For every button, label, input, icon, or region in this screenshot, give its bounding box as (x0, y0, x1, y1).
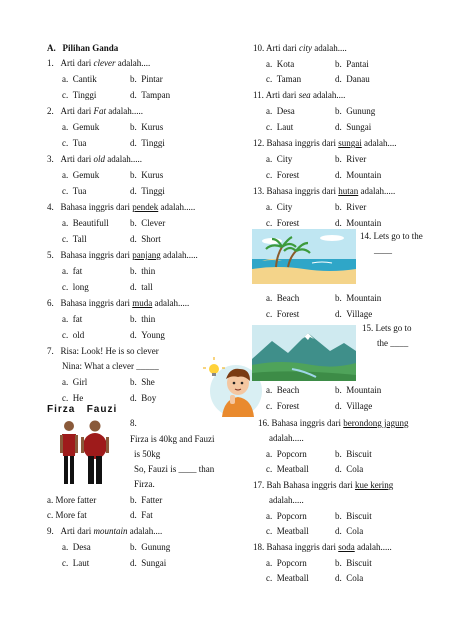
option-b[interactable]: b. Pantai (335, 59, 369, 69)
option-a[interactable]: a. Cantik (62, 74, 97, 84)
option-b[interactable]: b. Biscuit (335, 449, 372, 459)
section-a-heading (47, 43, 118, 54)
option-d[interactable]: d. Mountain (335, 218, 382, 228)
question-stem-line1: 15. Lets go to (362, 323, 412, 333)
question-stem: 4. Bahasa inggris dari pendek adalah..... (47, 202, 196, 212)
option-b[interactable]: b. Clever (130, 218, 166, 228)
question-stem: 16. Bahasa inggris dari berondong jagung (258, 418, 409, 428)
option-b[interactable]: b. River (335, 154, 367, 164)
option-a[interactable]: a. Girl (62, 377, 88, 387)
option-a[interactable]: a. Gemuk (62, 170, 100, 180)
option-d[interactable]: d. Village (335, 309, 373, 319)
question-stem-line2: the ____ (377, 338, 409, 348)
option-c[interactable]: c. Laut (62, 558, 90, 568)
option-c[interactable]: c. More fat (47, 510, 87, 520)
question-stem: 10. Arti dari city adalah.... (253, 43, 347, 53)
two-men-illustration (55, 418, 113, 488)
option-a[interactable]: a. Beautifull (62, 218, 109, 228)
option-a[interactable]: a. Popcorn (266, 558, 307, 568)
option-d[interactable]: d. Tampan (130, 90, 171, 100)
beach-illustration (252, 229, 356, 284)
option-c[interactable]: c. Tua (62, 186, 87, 196)
option-d[interactable]: d. Fat (130, 510, 153, 520)
option-d[interactable]: d. Village (335, 401, 373, 411)
thin-man (60, 421, 78, 484)
option-c[interactable]: c. Forest (266, 218, 300, 228)
option-a[interactable]: a. More fatter (47, 495, 97, 505)
mountain-illustration (252, 325, 356, 381)
question-stem: 5. Bahasa inggris dari panjang adalah..... (47, 250, 198, 260)
question-number: 8. (130, 418, 137, 428)
option-c[interactable]: c. He (62, 393, 84, 403)
option-c[interactable]: c. Meatball (266, 464, 309, 474)
option-b[interactable]: b. Pintar (130, 74, 163, 84)
option-b[interactable]: b. Biscuit (335, 558, 372, 568)
option-c[interactable]: c. Tua (62, 138, 87, 148)
option-a[interactable]: a. Beach (266, 385, 300, 395)
option-d[interactable]: d. Danau (335, 74, 370, 84)
question-stem: 18. Bahasa inggris dari soda adalah..... (253, 542, 392, 552)
question-stem: 9. Arti dari mountain adalah.... (47, 526, 163, 536)
option-c[interactable]: c. Laut (266, 122, 294, 132)
question-stem-line2: Nina: What a clever _____ (62, 361, 159, 371)
question-stem-line2: is 50kg (134, 449, 161, 459)
option-a[interactable]: a. City (266, 154, 293, 164)
option-a[interactable]: a. fat (62, 266, 83, 276)
option-c[interactable]: c. Forest (266, 401, 300, 411)
option-c[interactable]: c. Tall (62, 234, 87, 244)
option-c[interactable]: c. Forest (266, 170, 300, 180)
option-d[interactable]: d. Cola (335, 526, 364, 536)
section-letter: A. (47, 43, 56, 53)
question-stem: 7. Risa: Look! He is so clever (47, 346, 159, 356)
question-stem: 11. Arti dari sea adalah.... (253, 90, 346, 100)
question-stem-line3: So, Fauzi is ____ than (134, 464, 215, 474)
option-b[interactable]: b. Kurus (130, 122, 164, 132)
option-c[interactable]: c. Taman (266, 74, 302, 84)
option-d[interactable]: d. tall (130, 282, 153, 292)
option-c[interactable]: c. long (62, 282, 89, 292)
question-stem: 2. Arti dari Fat adalah..... (47, 106, 143, 116)
question-stem: 17. Bah Bahasa inggris dari kue kering (253, 480, 394, 490)
option-d[interactable]: d. Short (130, 234, 161, 244)
option-b[interactable]: b. Mountain (335, 385, 382, 395)
question-stem-line2: adalah..... (269, 433, 304, 443)
option-a[interactable]: a. Gemuk (62, 122, 100, 132)
option-c[interactable]: c. Forest (266, 309, 300, 319)
fat-man (81, 421, 109, 485)
option-d[interactable]: d. Tinggi (130, 138, 165, 148)
option-c[interactable]: c. old (62, 330, 85, 340)
question-stem-line1: Firza is 40kg and Fauzi (130, 434, 215, 444)
name-labels: Firza Fauzi (47, 404, 118, 415)
question-stem: 12. Bahasa inggris dari sungai adalah.... (253, 138, 397, 148)
option-d[interactable]: d. Sungai (130, 558, 167, 568)
option-b[interactable]: b. She (130, 377, 155, 387)
option-b[interactable]: b. thin (130, 314, 156, 324)
option-b[interactable]: b. Biscuit (335, 511, 372, 521)
question-stem: 13. Bahasa inggris dari hutan adalah..... (253, 186, 396, 196)
option-d[interactable]: d. Mountain (335, 170, 382, 180)
option-d[interactable]: d. Young (130, 330, 165, 340)
option-d[interactable]: d. Sungai (335, 122, 372, 132)
option-b[interactable]: b. Kurus (130, 170, 164, 180)
option-a[interactable]: a. Popcorn (266, 449, 307, 459)
option-a[interactable]: a. Kota (266, 59, 295, 69)
option-d[interactable]: d. Cola (335, 464, 364, 474)
option-d[interactable]: d. Cola (335, 573, 364, 583)
option-d[interactable]: d. Tinggi (130, 186, 165, 196)
question-stem: 6. Bahasa inggris dari muda adalah..... (47, 298, 190, 308)
question-stem: 1. Arti dari clever adalah.... (47, 58, 151, 68)
question-stem-line2: ____ (374, 245, 392, 255)
option-c[interactable]: c. Tinggi (62, 90, 97, 100)
option-b[interactable]: b. Mountain (335, 293, 382, 303)
section-title: Pilihan Ganda (62, 43, 119, 53)
option-a[interactable]: a. Beach (266, 293, 300, 303)
option-c[interactable]: c. Meatball (266, 526, 309, 536)
question-stem: 3. Arti dari old adalah..... (47, 154, 142, 164)
question-stem-line2: adalah..... (269, 495, 304, 505)
question-stem-line1: 14. Lets go to the (360, 231, 423, 241)
option-a[interactable]: a. fat (62, 314, 83, 324)
option-a[interactable]: a. Desa (266, 106, 295, 116)
option-a[interactable]: a. Desa (62, 542, 91, 552)
option-b[interactable]: b. Gunung (335, 106, 376, 116)
question-stem-line4: Firza. (134, 479, 155, 489)
option-b[interactable]: b. River (335, 202, 367, 212)
option-a[interactable]: a. Popcorn (266, 511, 307, 521)
option-b[interactable]: b. Fatter (130, 495, 163, 505)
option-b[interactable]: b. Gunung (130, 542, 171, 552)
option-b[interactable]: b. thin (130, 266, 156, 276)
option-d[interactable]: d. Boy (130, 393, 157, 403)
option-a[interactable]: a. City (266, 202, 293, 212)
option-c[interactable]: c. Meatball (266, 573, 309, 583)
